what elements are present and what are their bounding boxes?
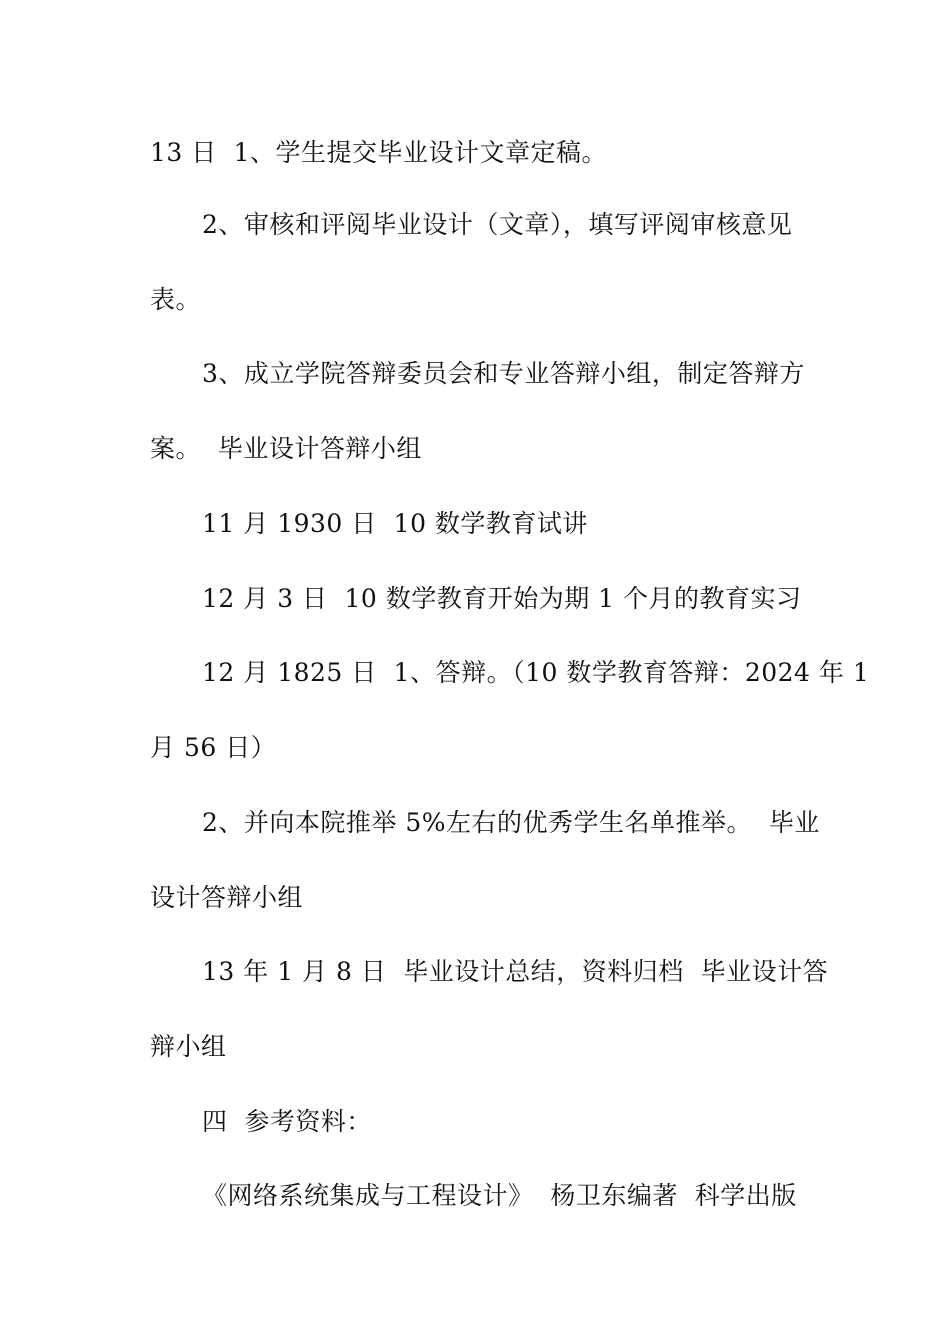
text-line-9: 月 56 日） <box>150 733 277 762</box>
reference-entry: 《网络系统集成与工程设计》 杨卫东编著 科学出版 <box>202 1181 797 1210</box>
text-line-11: 设计答辩小组 <box>150 883 304 912</box>
text-line-8: 12 月 1825 日 1、答辩。（10 数学教育答辩：2024 年 1 <box>202 658 870 687</box>
text-line-1: 13 日 1、学生提交毕业设计文章定稿。 <box>150 138 608 167</box>
text-line-10: 2、并向本院推举 5%左右的优秀学生名单推举。 毕业 <box>202 808 820 837</box>
section-heading: 四 参考资料： <box>202 1107 372 1136</box>
text-line-3: 表。 <box>150 285 202 314</box>
text-line-2: 2、审核和评阅毕业设计（文章），填写评阅审核意见 <box>202 210 793 239</box>
text-line-4: 3、成立学院答辩委员会和专业答辩小组，制定答辩方 <box>202 359 805 388</box>
text-line-5: 案。 毕业设计答辩小组 <box>150 434 422 463</box>
text-line-12: 13 年 1 月 8 日 毕业设计总结，资料归档 毕业设计答 <box>202 957 829 986</box>
text-line-6: 11 月 1930 日 10 数学教育试讲 <box>202 509 588 538</box>
text-line-7: 12 月 3 日 10 数学教育开始为期 1 个月的教育实习 <box>202 584 802 613</box>
text-line-13: 辩小组 <box>150 1032 227 1061</box>
